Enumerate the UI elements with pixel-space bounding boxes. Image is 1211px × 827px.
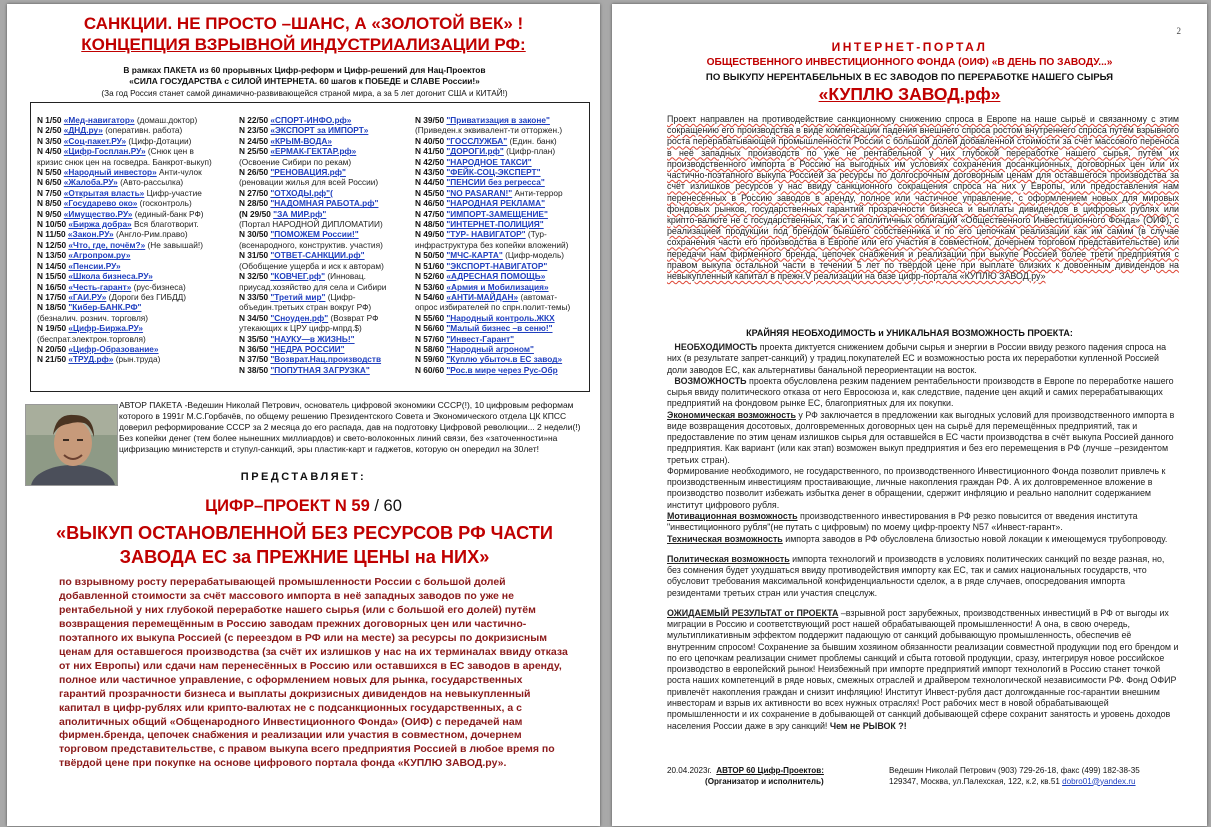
project-list-note: (рус-бизнеса): [131, 281, 186, 292]
project-list-note: (Портал НАРОДНОЙ ДИПЛОМАТИИ): [239, 219, 383, 230]
opportunity-paragraph: [667, 376, 1179, 410]
project-list-item: [239, 167, 413, 177]
footer-email-link[interactable]: dobro01@yandex.ru: [1062, 776, 1136, 786]
project-list-link[interactable]: "ПОПУТНАЯ ЗАГРУЗКА": [270, 364, 370, 375]
project-list-item: [37, 354, 237, 364]
project-list-item: [239, 198, 413, 208]
project-list-note: (Инновац.: [325, 271, 366, 282]
project-list-number: N 12/50: [37, 239, 69, 250]
footer-date: 20.04.2023г.: [667, 766, 712, 775]
author-description: [119, 400, 587, 455]
project-list-item: [239, 240, 413, 250]
project-list-number: N 47/50: [415, 208, 447, 219]
project-list-link[interactable]: "КОВЧЕГ.рф": [270, 271, 326, 282]
project-list-item: [37, 198, 237, 208]
project-list-link[interactable]: «ЭКСПОРТ за ИМПОРТ»: [270, 125, 369, 136]
project-list-link[interactable]: "Возврат.Нац.производств: [270, 354, 382, 365]
project-list-link[interactable]: «Армия и Мобилизация»: [446, 281, 549, 292]
project-list-link[interactable]: «КРЫМ-ВОДА»: [270, 135, 333, 146]
project-list-link[interactable]: "РЕНОВАЦИЯ.рф": [270, 167, 346, 178]
project-list-number: N 56/60: [415, 323, 447, 334]
project-list-number: N 32/50: [239, 271, 271, 282]
project-list-number: N 58/60: [415, 343, 447, 354]
project-list-item: [37, 282, 237, 292]
project-list-item: [239, 157, 413, 167]
footer-role: (Организатор и исполнитель): [705, 776, 824, 786]
project-list-number: N 1/50: [37, 115, 64, 125]
project-list-link[interactable]: «Что, где, почём?»: [68, 239, 146, 250]
project-list-note: (оперативн. работа): [102, 125, 183, 136]
project-list-note: Цифр-участие: [144, 187, 202, 198]
project-list-number: N 34/50: [239, 312, 271, 323]
project-list-number: N 51/60: [415, 260, 447, 271]
project-list-link[interactable]: «ТРУД.рф»: [68, 354, 114, 365]
project-list-note: (Не завышай!): [145, 239, 203, 250]
project-list-number: N 28/50: [239, 198, 271, 209]
project-list-note: (реновации жилья для всей России): [239, 177, 379, 188]
project-list-number: N 57/60: [415, 333, 447, 344]
motivation-paragraph: [667, 511, 1179, 534]
project-number-tail: / 60: [369, 497, 402, 515]
project-list-link[interactable]: "NO PASARAN!": [446, 187, 513, 198]
project-list-item: [239, 354, 413, 364]
project-list-item: [37, 261, 237, 271]
project-list-item: [37, 157, 237, 167]
project-list-link[interactable]: "ОТВЕТ-САНКЦИИ.рф": [270, 250, 365, 261]
project-list-item: [37, 250, 237, 260]
project-list-number: N 42/50: [415, 156, 447, 167]
technical-label: Техническая возможность: [667, 533, 783, 544]
project-list-link[interactable]: "Инвест-Гарант": [446, 333, 515, 344]
project-list-column-2: [239, 115, 413, 375]
project-list-item: [239, 250, 413, 260]
project-list-link[interactable]: «Школа бизнеса.РУ»: [68, 271, 153, 282]
project-list-item: [37, 292, 237, 302]
project-list-number: N 35/50: [239, 333, 271, 344]
project-list-link[interactable]: "ИНТЕРНЕТ-ПОЛИЦИЯ": [446, 219, 544, 230]
project-list-link[interactable]: "НЕДРА РОССИИ": [270, 343, 345, 354]
project-list-item: [37, 240, 237, 250]
project-list-note: (всенародного, конструктив. участия): [239, 239, 383, 250]
project-list-number: N 22/50: [239, 115, 271, 125]
buyout-heading: ПО ВЫКУПУ НЕРЕНТАБЕЛЬНЫХ В ЕС ЗАВОДОВ ПО ПЕРЕРАБОТКЕ НАШЕГО СЫРЬЯ: [705, 72, 1114, 83]
project-list-number: N 49/50: [415, 229, 447, 240]
project-list-item: [415, 209, 587, 219]
project-list-number: N 11/50: [37, 229, 68, 240]
project-list-number: N 8/50: [37, 198, 64, 209]
project-list-item: [415, 302, 587, 312]
project-list-item: [239, 271, 413, 281]
project-list-note: (Англо-Рим.право): [113, 229, 188, 240]
project-list-link[interactable]: "ТУР- НАВИГАТОР": [446, 229, 526, 240]
project-list-item: [37, 136, 237, 146]
project-list-link[interactable]: «Цифр-Госплан.РУ»: [63, 146, 146, 157]
result-label: ОЖИДАЕМЫЙ РЕЗУЛЬТАТ от ПРОЕКТА: [667, 607, 839, 618]
portal-heading: ИНТЕРНЕТ-ПОРТАЛ: [831, 40, 988, 54]
project-list-number: N 7/50: [37, 187, 64, 198]
project-list-item: [415, 157, 587, 167]
project-list-link[interactable]: "МЧС-КАРТА": [446, 250, 503, 261]
project-list-item: [415, 229, 587, 239]
project-list-link[interactable]: «Соц-пакет.РУ»: [63, 135, 127, 146]
political-text: импорта технологий и производств в условиях политических санкций по везде разная, но, без сомнения будет ухудшаться ввиду противодействия импорту как ЕС, так и самих национальных государств, что обусловит требования максимальной конфиденциальности сделок, а в ряде случаев, опосредования импорта резидентами третьих стран или участия спецслуж.: [667, 553, 1165, 598]
project-list-link[interactable]: "ЗА МИР.рф": [273, 208, 327, 219]
project-list-link[interactable]: «Цифр-Биржа.РУ»: [68, 323, 144, 334]
project-list-item: [415, 115, 587, 125]
project-list-item: [415, 354, 587, 364]
project-list-item: [37, 177, 237, 187]
project-list-link[interactable]: "Малый бизнес –в сеню!": [446, 323, 553, 334]
project-list-item: [239, 323, 413, 333]
page-subtitle: КОНЦЕПЦИЯ ВЗРЫВНОЙ ИНДУСТРИАЛИЗАЦИИ РФ:: [81, 35, 526, 54]
project-list-number: N 26/50: [239, 167, 271, 178]
project-list-number: N 44/50: [415, 177, 447, 188]
project-list-number: N 15/50: [37, 271, 69, 282]
project-list-item: [239, 136, 413, 146]
project-list-link[interactable]: "Рос.в мире через Рус-Обр: [446, 364, 558, 375]
project-list-number: N 2/50: [37, 125, 64, 136]
project-list-item: [37, 313, 237, 323]
project-list-item: [37, 344, 237, 354]
project-summary-text: Проект направлен на противодействие санкционному снижению спроса в Европе на наше сырьё и связанному с этим сокращению его производства в виде компенсации падения внешнего спроса ростом внутреннего спроса путём взрывного роста перерабатывающей промышленности России с большой долей добавленной стоимости за счёт массового переноса в неё западных производств по уже не рентабельной у них глубокой переработке нашего сырья, путём их производственного импорта в Россию на выгодных им условиях сохранения досанкционных, договорных цен или их частично-поэтапного выкупа Россией за ресурсы по долгосрочным договорным ценам для оставшегося производства за счёт излишков ресурсов у нас ввиду санкционного сокращения спроса на них у Европы, или предоставления нам перенесённых в Россию заводов в аренду, полное или частичное управление, с оформлением новых для мировых фондовых рынков, государственных гарантий прозрачности бизнеса и выплаты дивидендов в цифровых рублях или крипто-валюте не с государственных, так и с аполитичных облигаций «Общественного Инвестиционного Фонда» (ОИФ), с реализацией продукции под брендом бывшего собственника и по его цепочкам реализации как им самим (в случае сохранения части его производства в Европе или его участия в совместном, дочернем торговом представительстве) или передачи нам фирменного бренда, цепочек снабжения и реализации при выкупе Россией более трети предприятия с правом выкупа остальной части в течении 5 лет по твёрдой цене при выплате близких к довоенным дивидендов на невыкупленный капитал в прежн.V реализации на базе цифр-портала «КУПЛЮ ЗАВОД.ру»: [667, 114, 1179, 282]
project-list-number: N 59/60: [415, 354, 447, 365]
project-list-column-1: [37, 115, 237, 365]
project-list-number: N 31/50: [239, 250, 271, 261]
page-number: 2: [1176, 26, 1181, 36]
project-list-note: (Возврат РФ: [328, 312, 379, 323]
document-page-1: [7, 4, 600, 826]
project-list-item: [415, 188, 587, 198]
project-list-item: [239, 146, 413, 156]
project-list-item: [239, 209, 413, 219]
project-list-number: N 43/50: [415, 167, 447, 178]
motivation-label: Мотивационная возможность: [667, 510, 798, 521]
need-text: проекта диктуется снижением добычи сырья и энергии в России ввиду резкого падения спроса на них (в результате запрет-санкций) у традиц.покупателей ЕС и возможностью роста их переработки купленной Россией доли заводов ЕС, как альтернативы банальной переориентации на восток.: [667, 342, 1167, 375]
project-list-link[interactable]: «Открытая власть»: [63, 187, 145, 198]
project-list-item: [239, 125, 413, 135]
political-paragraph: [667, 554, 1179, 599]
project-list-number: N 50/50: [415, 250, 447, 261]
project-list-link[interactable]: "ЭКСПОРТ-НАВИГАТОР": [446, 260, 548, 271]
project-list-item: [415, 313, 587, 323]
intro-text: [47, 65, 562, 86]
project-list-item: [239, 302, 413, 312]
author-bio: АВТОР ПАКЕТА -Ведешин Николай Петрович, основатель цифровой экономики СССР(!), 10 цифровым реформам которого в 1991г М.С.Горбачёв, по общему решению Президентского Совета и Экономического отдела ЦК КПСС доверил реформирование СССР за 2 месяца до его распада, дав на подготовку Цифровой революции... 2 недели(!) Без копейки денег (тем более нынешних миллиардов) и свето-волоконных линий связи, без «заточенности»на цифризацию министерств и ступул-санкций, эры пластик-карт и гаджетов, которую он опередил на 30лет!: [119, 400, 581, 455]
project-list-note: (единый-банк РФ): [132, 208, 204, 219]
project-list-link[interactable]: "Третий мир": [270, 291, 326, 302]
project-list-note: (Освоение Сибири по рекам): [239, 156, 352, 167]
project-list-number: N 5/50: [37, 167, 64, 178]
project-list-note: (рын.труда): [113, 354, 161, 365]
fund-paragraph: [667, 466, 1179, 511]
project-list-number: N 46/50: [415, 198, 447, 209]
intro-subnote: (За год Россия станет самой динамично-развивающейся страной мира, а за 5 лет догонит США и КИТАЙ!): [101, 89, 508, 98]
project-list-note: Вся благотворит.: [131, 219, 199, 230]
project-list-note: (Тур-: [525, 229, 547, 240]
project-list-item: [415, 292, 587, 302]
project-list-link[interactable]: «СПОРТ-ИНФО.рф»: [270, 115, 352, 125]
page-title: САНКЦИИ. НЕ ПРОСТО –ШАНС, А «ЗОЛОТОЙ ВЕК» !: [83, 14, 524, 33]
project-list-note: утекающих к ЦРУ цифр-мпрд.$): [239, 323, 362, 334]
footer-left: [667, 766, 927, 787]
project-list-item: [415, 125, 587, 135]
project-list-link[interactable]: "Народный контроль.ЖКХ: [446, 312, 555, 323]
project-list-number: N 24/50: [239, 135, 271, 146]
project-list-note: (беспрат.электрон.торговля): [37, 333, 146, 344]
project-list-link[interactable]: «Пенсии.РУ»: [68, 260, 121, 271]
project-list-number: N 60/60: [415, 364, 447, 375]
section-title: КРАЙНЯЯ НЕОБХОДИМОСТЬ и УНИКАЛЬНАЯ ВОЗМОЖНОСТЬ ПРОЕКТА:: [746, 328, 1073, 338]
project-list-link[interactable]: "НАУКУ—в ЖИЗНЬ!": [270, 333, 355, 344]
project-list-item: [37, 146, 237, 156]
project-list-note: (безналич. рознич. торговля): [37, 312, 149, 323]
project-list-link[interactable]: «Имущество.РУ»: [63, 208, 133, 219]
project-list-item: [239, 313, 413, 323]
project-list-link[interactable]: "НАРОДНОЕ ТАКСИ": [446, 156, 532, 167]
project-list-note: (Дороги без ГИБДД): [106, 291, 187, 302]
project-list-number: N 53/60: [415, 281, 447, 292]
fund-text: Формирование необходимого, не государственного, по производственного Инвестиционного Фонда позволит привлечь к производственным инвестициям простаивающие, личные накопления граждан РФ. А их долговременное вложение в производство позволит избежать избытка денег в обращении, сдержит инфляцию и реально наполнит содержанием институт цифрового рубля.: [667, 465, 1166, 510]
project-list-link[interactable]: "ОТХОДЫ.рф"(: [270, 187, 333, 198]
project-list-number: N 17/50: [37, 291, 69, 302]
project-list-link[interactable]: "ФЕЙК-СОЦ-ЭКСПЕРТ": [446, 167, 541, 178]
project-list-note: (домаш.доктор): [134, 115, 198, 125]
project-list-note: (Цифр-план): [503, 146, 556, 157]
project-list-item: [415, 240, 587, 250]
project-list-note: инфраструктура без копейки вложений): [415, 239, 569, 250]
project-list-number: N 45/50: [415, 187, 447, 198]
project-list-number: N 33/50: [239, 291, 271, 302]
project-list-number: N 9/50: [37, 208, 64, 219]
project-list-number: N 20/50: [37, 343, 69, 354]
economic-paragraph: [667, 410, 1179, 466]
project-list-link[interactable]: "Сноуден.рф": [270, 312, 329, 323]
project-list-number: N 27/50: [239, 187, 271, 198]
project-list-note: (Авто-рассылка): [117, 177, 184, 188]
project-list-link[interactable]: «Народный инвестор»: [63, 167, 157, 178]
project-list-link[interactable]: "Кибер-БАНК.РФ": [68, 302, 142, 313]
project-list-link[interactable]: «Закон.РУ»: [67, 229, 114, 240]
project-list-item: [37, 209, 237, 219]
project-number-main: ЦИФР–ПРОЕКТ N 59: [205, 497, 370, 515]
project-list-item: [239, 334, 413, 344]
project-number: [7, 497, 600, 516]
project-list-number: N 4/50: [37, 146, 64, 157]
technical-paragraph: [667, 534, 1179, 545]
project-list-number: N 16/50: [37, 281, 69, 292]
project-list-link[interactable]: «Жалоба.РУ»: [63, 177, 118, 188]
project-list-number: N 13/50: [37, 250, 69, 261]
project-list-link[interactable]: «АНТИ-МАЙДАН»: [446, 291, 519, 302]
project-list-note: опрос избирателей по спрн.полит-темы): [415, 302, 571, 313]
project-list-number: N 54/60: [415, 291, 447, 302]
project-list-item: [239, 229, 413, 239]
technical-text: импорта заводов в РФ обусловлена близостью новой локации к имеющемуся трубопроводу.: [782, 533, 1168, 544]
motivation-text: производственного инвестирования в РФ резко повысится от введения института "инвестиционного рубля"(не путать с цифровым) по моему цифр-проекту N57 «Инвест-гарант».: [667, 510, 1138, 533]
project-list-number: N 30/50: [239, 229, 271, 240]
project-list-link[interactable]: "НАРОДНАЯ РЕКЛАМА": [446, 198, 546, 209]
project-list-note: объедин.третьих стран вокруг РФ): [239, 302, 372, 313]
project-list-number: N 21/50: [37, 354, 69, 365]
project-list-item: [415, 344, 587, 354]
footer-right: [889, 766, 1189, 787]
project-list-item: [415, 146, 587, 156]
project-list-item: [415, 177, 587, 187]
project-list-number: N 55/60: [415, 312, 447, 323]
project-list-box: [30, 102, 590, 392]
project-list-note: (автомат-: [518, 291, 558, 302]
project-list-number: N 52/60: [415, 271, 447, 282]
project-list-note: (Приведен.к эквивалент-ти отторжен.): [415, 125, 563, 136]
project-list-item: [37, 219, 237, 229]
project-list-number: N 41/50: [415, 146, 447, 157]
project-list-link[interactable]: "НАДОМНАЯ РАБОТА.рф": [270, 198, 379, 209]
footer-author-label: АВТОР 60 Цифр-Проектов:: [716, 766, 824, 775]
project-list-item: [37, 167, 237, 177]
project-list-link[interactable]: «АДРЕСНАЯ ПОМОЩЬ»: [446, 271, 546, 282]
project-list-item: [415, 282, 587, 292]
project-list-link[interactable]: «ЕРМАК-ГЕКТАР.рф»: [270, 146, 357, 157]
project-list-link[interactable]: "ГОССЛУЖБА": [446, 135, 508, 146]
project-list-item: [415, 261, 587, 271]
project-list-note: (Снюк цен в: [145, 146, 194, 157]
project-list-link[interactable]: «Цифр-Образование»: [68, 343, 159, 354]
project-title: «ВЫКУП ОСТАНОВЛЕННОЙ БЕЗ РЕСУРСОВ РФ ЧАСТИ ЗАВОДА ЕС за ПРЕЖНИЕ ЦЕНЫ на НИХ»: [56, 523, 553, 567]
project-list-item: [415, 334, 587, 344]
portal-name-heading: «КУПЛЮ ЗАВОД.рф»: [818, 84, 1001, 104]
project-list-number: N 40/50: [415, 135, 447, 146]
economic-text: у РФ заключается в предложении как выгодных условий для производственного импорта в виде возвращения досотовых, долговременных договорных цен на сырьё для перемещённых предприятий, так и предоставление по этим ценам излишков сырья для оставшейся в ЕС части производства в счёт выкупа Россией данного предприятия. Как вариант (или как этап) возможен выкуп предприятия и без его перемещения в РФ (лучше –резидентом третьих стран).: [667, 409, 1175, 465]
project-list-item: [37, 188, 237, 198]
project-list-note: (Цифр-модель): [502, 250, 565, 261]
project-list-number: N 39/50: [415, 115, 447, 125]
project-list-link[interactable]: «Биржа добра»: [68, 219, 132, 230]
project-list-item: [239, 344, 413, 354]
footer-contact-2: 129347, Москва, ул.Палехская, 122, к.2, кв.51: [889, 776, 1060, 786]
intro-line-1: В рамках ПАКЕТА из 60 прорывных Цифр-реформ и Цифр-решений для Нац-Проектов: [123, 65, 486, 75]
project-list-note: (госконтроль): [137, 198, 192, 209]
project-list-link[interactable]: «Агропром.ру»: [68, 250, 131, 261]
project-list-item: [239, 365, 413, 375]
project-list-note: Анти-чулок: [156, 167, 202, 178]
document-page-2: [612, 4, 1207, 826]
section-body: [667, 342, 1179, 732]
project-list-item: [239, 282, 413, 292]
project-list-note: (Цифр-: [325, 291, 356, 302]
project-list-link[interactable]: «Мед-навигатор»: [63, 115, 135, 125]
project-list-note: (Обобщение ущерба и иск к авторам): [239, 260, 384, 271]
project-list-number: (N 29/50: [239, 208, 274, 219]
project-list-note: Анти-террор: [512, 187, 563, 198]
project-list-item: [415, 136, 587, 146]
project-list-number: N 37/50: [239, 354, 271, 365]
project-list-number: N 3/50: [37, 135, 64, 146]
project-list-number: N 19/50: [37, 323, 69, 334]
project-list-note: кризис снюк цен на госведра. Банкрот-выкуп): [37, 156, 212, 167]
project-list-item: [415, 198, 587, 208]
project-list-link[interactable]: "Куплю убыточ.в ЕС завод»: [446, 354, 563, 365]
project-list-item: [37, 302, 237, 312]
project-list-number: N 38/50: [239, 364, 271, 375]
project-list-item: [415, 250, 587, 260]
project-list-item: [239, 188, 413, 198]
opportunity-label: ВОЗМОЖНОСТЬ: [674, 375, 747, 386]
project-list-item: [415, 271, 587, 281]
economic-label: Экономическая возможность: [667, 409, 796, 420]
project-list-number: N 18/50: [37, 302, 69, 313]
result-text: –взрывной рост зарубежных, производственных инвестиций в РФ от выгоды их миграции в Россию и соответствующий рост нашей обрабатывающей промышленности! А она, в свою очередь, мультипликативным эффектом поддержит падающую от санкций добывающую промышленность, обеспечив её внутренним спросом! Сохранение за бывшим хозяином обязанности реализации совместной продукции под его брендом и по его цепочкам реализации снимет проблемы санкций и сбыта готовой продукции, сразу, интегрируя новое российское производство в европейский рынок! Неизбежный при импорте предприятий импорт технологий в Россию станет точкой роста наших компетенций в ряде новых, смежных отраслей и драйвером технологической независимости РФ. Фонд ОФИР привлечёт накопления граждан и снизит инфляцию! Институт Инвест-рубля даст долгожданные гос-гарантии внешним инвесторам и взрыв их активности во всех нужных отраслях! Рост рабочих мест в новой обрабатывающей промышленности и их сохранение в добывающей от санкций добывающей сфере сохранит занятость и уровень доходов населения России даже в эру санкций!: [667, 607, 1179, 731]
project-list-item: [37, 323, 237, 333]
project-list-link[interactable]: "ДОРОГИ.рф": [446, 146, 504, 157]
footer-contact-1: Ведешин Николай Петрович (903) 729-26-18, факс (499) 182-38-35: [889, 766, 1140, 775]
project-list-item: [239, 261, 413, 271]
project-list-link[interactable]: "Народный агроном": [446, 343, 534, 354]
project-list-note: (Цифр-Дотации): [126, 135, 192, 146]
project-summary: [667, 114, 1179, 282]
project-list-item: [37, 229, 237, 239]
result-paragraph: [667, 608, 1179, 732]
project-list-item: [415, 219, 587, 229]
project-list-number: N 48/50: [415, 219, 447, 230]
project-list-number: N 23/50: [239, 125, 271, 136]
project-list-item: [37, 271, 237, 281]
project-list-item: [415, 323, 587, 333]
project-list-item: [37, 334, 237, 344]
project-list-number: N 25/50: [239, 146, 271, 157]
project-list-item: [415, 365, 587, 375]
intro-line-2: «СИЛА ГОСУДАРСТВА с СИЛОЙ ИНТЕРНЕТА. 60 шагов к ПОБЕДЕ и СЛАВЕ России!»: [129, 75, 480, 86]
project-list-link[interactable]: «ДНД.ру»: [63, 125, 103, 136]
project-list-number: N 14/50: [37, 260, 69, 271]
project-list-note: (Един. банк): [507, 135, 557, 146]
project-list-item: [239, 177, 413, 187]
project-list-item: [239, 115, 413, 125]
project-list-column-3: [415, 115, 587, 375]
project-list-link[interactable]: «ГАИ.РУ»: [68, 291, 107, 302]
project-list-link[interactable]: "ИМПОРТ-ЗАМЕЩЕНИЕ": [446, 208, 548, 219]
project-list-number: N 6/50: [37, 177, 64, 188]
need-paragraph: [667, 342, 1179, 376]
opportunity-text: проекта обусловлена резким падением рентабельности производств в Европе по переработке нашего сырья ввиду политического отказа от него Евросоюза и, как следствие, падение цен акций и самих перерабатывающих предприятий на фондовом рынке ЕС, благоприятных для их покупки.: [667, 375, 1174, 409]
project-list-item: [239, 292, 413, 302]
result-end: Чем не РЫВОК ?!: [827, 720, 907, 731]
project-list-link[interactable]: «Государево око»: [63, 198, 138, 209]
project-description: по взрывному росту перерабатывающей промышленности России с большой долей добавленной стоимости за счёт массового импорта в неё западных заводов по уже не рентабельной у них глубокой переработке нашего сырья (или с большой его долей) путём возвращения перемещённым в Россию заводам прежних договорных цен или частично-поэтапного их выкупа Россией (с переездом в РФ или на месте) за ресурсы по докризисным ценам для оставшегося производства (за счёт их излишков у нас на их терминалах ввиду отказа от них Европы) или сдачи нам перенесённых в Россию или оставшихся в ЕС заводов в аренду, полное или частичное управление, с оформлением новых для рынка, государственных гарантий прозрачности бизнеса и выплаты докризисных дивидендов на невыкупленный капитал в цифр-рублях или крипто-валютах не с подсанкционных государственных, а с аполитичных общий «Общенародного Инвестиционного Фонда» (ОИФ) с передачей нам фирмен.бренда, цепочек снабжения и реализации или участия в совместном, дочернем торговом представительстве, с правом выкупа всего предприятия Россией в любое время по твёрдой цене при покупке на основе цифрового портала фонда «КУПЛЮ ЗАВОД.ру».: [59, 576, 568, 770]
project-list-link[interactable]: "Приватизация в законе": [446, 115, 550, 125]
political-label: Политическая возможность: [667, 553, 790, 564]
project-list-link[interactable]: «Честь-гарант»: [68, 281, 132, 292]
project-list-number: N 36/50: [239, 343, 271, 354]
project-list-link[interactable]: "ПЕНСИИ без регресса": [446, 177, 545, 188]
project-list-note: приусад.хозяйство для села и Сибири: [239, 281, 387, 292]
project-list-item: [37, 125, 237, 135]
project-list-link[interactable]: "ПОМОЖЕМ России!": [270, 229, 359, 240]
project-list-number: N 10/50: [37, 219, 69, 230]
fund-heading: ОБЩЕСТВЕННОГО ИНВЕСТИЦИОННОГО ФОНДА (ОИФ) «В ДЕНЬ ПО ЗАВОДУ...»: [706, 57, 1113, 68]
project-list-item: [37, 115, 237, 125]
need-label: НЕОБХОДИМОСТЬ: [674, 342, 758, 352]
project-list-item: [415, 167, 587, 177]
project-list-item: [239, 219, 413, 229]
presents-label: ПРЕДСТАВЛЯЕТ:: [240, 471, 367, 483]
